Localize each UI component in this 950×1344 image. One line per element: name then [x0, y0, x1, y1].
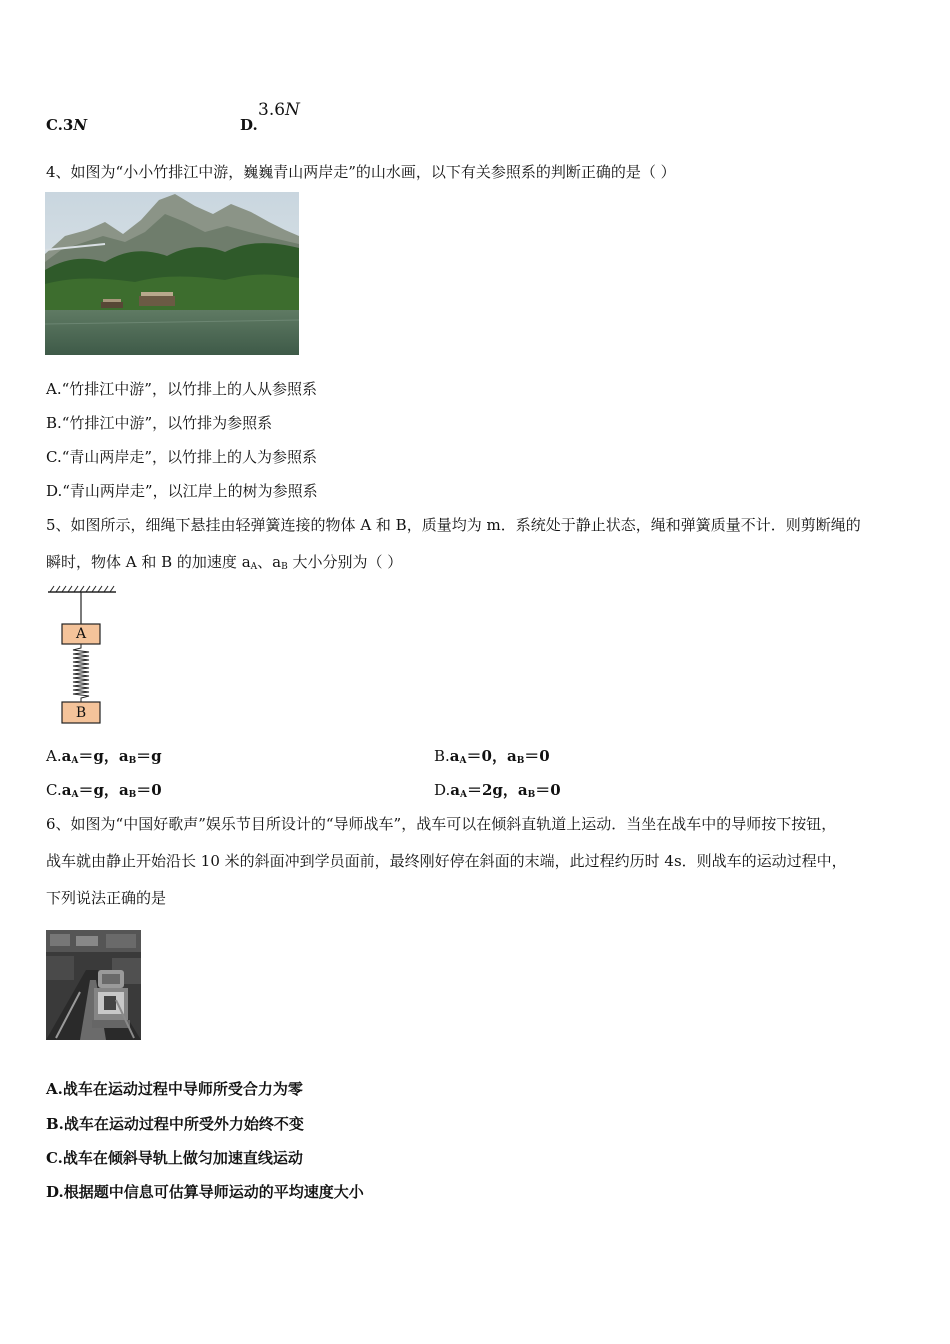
q5-option-c-prefix: C. [46, 781, 62, 799]
q4-option-b: B.“竹排江中游”，以竹排为参照系 [46, 414, 273, 432]
q5-option-a-val-a: ＝g， [78, 747, 119, 765]
q5-option-d-prefix: D. [434, 781, 451, 799]
q5-stem-line2 [46, 551, 402, 572]
q5-option-a-b: a [118, 747, 129, 765]
q5-option-c-b: a [118, 781, 129, 799]
q6-option-b: B.战车在运动过程中所受外力始终不变 [46, 1115, 304, 1133]
q5-option-d-b: a [517, 781, 528, 799]
q4-option-c: C.“青山两岸走”，以竹排上的人为参照系 [46, 448, 318, 466]
q5-option-c-sub-b: B [128, 790, 137, 800]
q5-option-b-a: a [449, 747, 460, 765]
q6-stem-line3: 下列说法正确的是 [46, 889, 167, 907]
q3-option-d-unit: N [285, 100, 300, 120]
q6-stem-line2: 战车就由静止开始沿长 10 米的斜面冲到学员面前，最终刚好停在斜面的末端，此过程约历时 4s．则战车的运动过程中， [46, 852, 847, 870]
q5-option-a-sub-b: B [128, 756, 137, 766]
q3-option-c [46, 116, 87, 134]
q3-option-c-unit: N [73, 116, 88, 134]
q5-option-d [434, 779, 561, 800]
q5-option-d-val-b: ＝0 [535, 781, 561, 799]
q5-option-b-prefix: B. [434, 747, 450, 765]
q5-stem-post: 大小分别为（ ） [287, 553, 403, 571]
q6-option-d: D.根据题中信息可估算导师运动的平均速度大小 [46, 1183, 364, 1201]
q6-option-c: C.战车在倾斜导轨上做匀加速直线运动 [46, 1149, 303, 1167]
q5-option-a [46, 745, 162, 766]
q3-option-d-formula [258, 100, 300, 120]
q5-option-b-sub-b: B [516, 756, 525, 766]
q5-option-c [46, 779, 162, 800]
q4-option-d: D.“青山两岸走”，以江岸上的树为参照系 [46, 482, 318, 500]
q3-option-d-value: 3.6 [258, 100, 286, 120]
q6-stem-line1: 6、如图为“中国好歌声”娱乐节目所设计的“导师战车”，战车可以在倾斜直轨道上运动．当坐在战车中的导师按下按钮， [46, 815, 837, 833]
q5-option-c-val-b: ＝0 [136, 781, 162, 799]
q3-option-c-label: C. [46, 116, 63, 134]
q5-block-a-label: A [75, 626, 87, 642]
q5-option-b-sub-a: A [459, 756, 467, 766]
q5-stem-line1: 5、如图所示，细绳下悬挂由轻弹簧连接的物体 A 和 B，质量均为 m．系统处于静止状态，绳和弹簧质量不计．则剪断绳的 [46, 516, 861, 534]
q5-option-d-sub-b: B [527, 790, 536, 800]
q4-landscape-image [45, 192, 299, 355]
q6-chariot-photo [46, 930, 141, 1040]
q5-option-d-sub-a: A [460, 790, 467, 800]
q5-stem-pre: 瞬时，物体 A 和 B 的加速度 a [46, 553, 251, 571]
q5-stem-sep: 、a [257, 553, 282, 571]
q5-option-c-sub-a: A [71, 790, 79, 800]
q5-option-c-val-a: ＝g， [78, 781, 119, 799]
q5-option-b [434, 745, 550, 766]
q5-block-b-label: B [75, 705, 87, 721]
q4-option-a: A.“竹排江中游”，以竹排上的人从参照系 [46, 380, 317, 398]
q5-stem-sub-b: B [281, 562, 288, 572]
q6-option-a: A.战车在运动过程中导师所受合力为零 [46, 1080, 303, 1098]
q5-option-a-prefix: A. [46, 747, 62, 765]
q5-option-d-a: a [450, 781, 460, 799]
q5-option-a-a: a [61, 747, 72, 765]
q5-option-c-a: a [61, 781, 72, 799]
q5-option-b-val-a: ＝0， [466, 747, 507, 765]
q3-option-d-label: D. [240, 116, 258, 134]
q5-stem-sub-a: A [250, 562, 258, 572]
q5-option-d-val-a: ＝2g， [466, 781, 518, 799]
q5-option-b-b: a [506, 747, 517, 765]
q3-option-c-value: 3 [62, 116, 74, 134]
q4-stem: 4、如图为“小小竹排江中游，巍巍青山两岸走”的山水画，以下有关参照系的判断正确的是（ ） [46, 163, 676, 181]
q5-option-b-val-b: ＝0 [524, 747, 550, 765]
q3-option-d [240, 116, 258, 134]
q5-option-a-sub-a: A [71, 756, 79, 766]
q5-option-a-val-b: ＝g [136, 747, 162, 765]
